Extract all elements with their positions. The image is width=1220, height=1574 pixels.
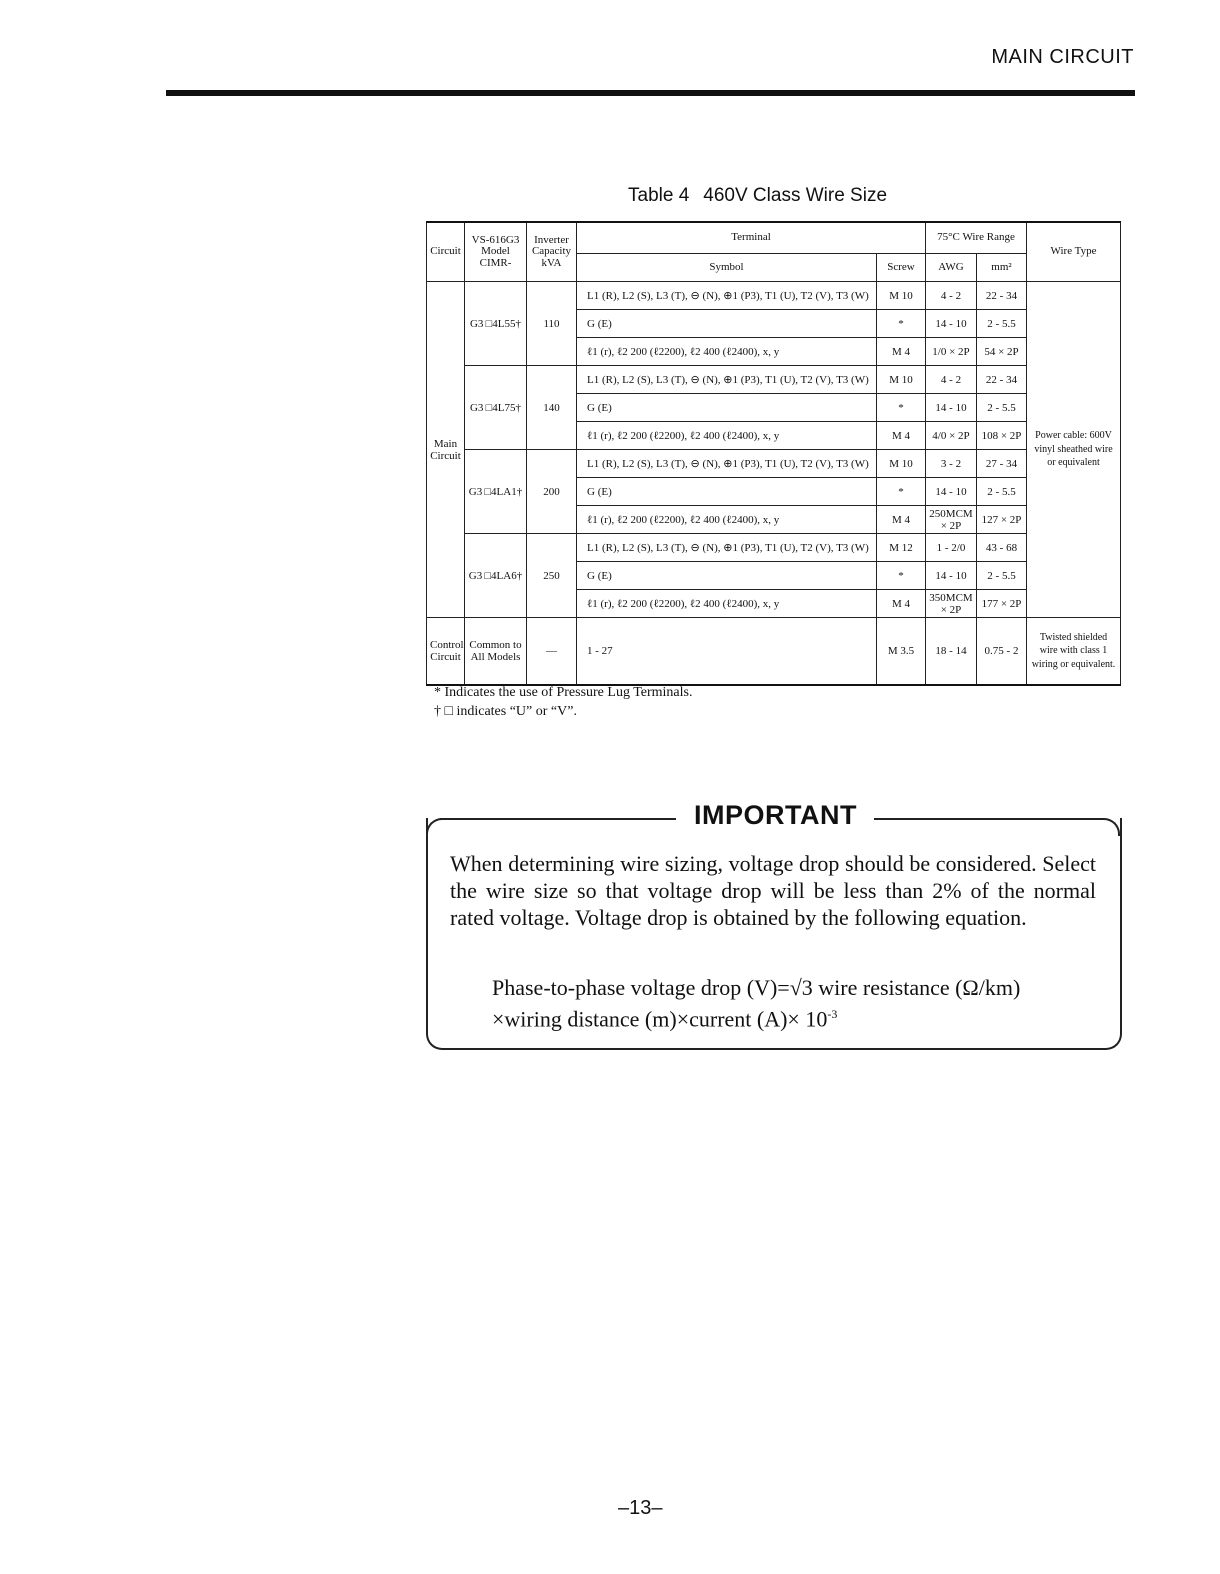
symbol-cell: ℓ1 (r), ℓ2 200 (ℓ2200), ℓ2 400 (ℓ2400), x, y (577, 590, 877, 618)
control-wire-type: Twisted shielded wire with class 1 wiring or equivalent. (1027, 618, 1121, 686)
mm2-cell: 177 × 2P (977, 590, 1027, 618)
awg-cell: 14 - 10 (926, 394, 977, 422)
screw-cell: M 4 (877, 422, 926, 450)
symbol-cell: G (E) (577, 478, 877, 506)
awg-cell: 14 - 10 (926, 310, 977, 338)
main-circuit-label: Main Circuit (427, 282, 465, 618)
header-wire-type: Wire Type (1027, 222, 1121, 282)
control-row (427, 618, 1121, 686)
mm2-cell: 2 - 5.5 (977, 394, 1027, 422)
page-number: –13– (618, 1497, 663, 1519)
kva-cell: 110 (527, 282, 577, 366)
screw-cell: M 4 (877, 590, 926, 618)
model-cell: G3 □4LA1† (465, 450, 527, 534)
model-cell: G3 □4L75† (465, 366, 527, 450)
awg-cell: 1/0 × 2P (926, 338, 977, 366)
mm2-cell: 22 - 34 (977, 366, 1027, 394)
awg-cell: 3 - 2 (926, 450, 977, 478)
symbol-cell: L1 (R), L2 (S), L3 (T), ⊖ (N), ⊕1 (P3), T1 (U), T2 (V), T3 (W) (577, 450, 877, 478)
table-row (427, 534, 1121, 562)
voltage-drop-equation (492, 975, 1092, 1032)
header-awg: AWG (926, 254, 977, 282)
table-row (427, 366, 1121, 394)
mm2-cell: 27 - 34 (977, 450, 1027, 478)
model-cell: G3 □4L55† (465, 282, 527, 366)
kva-cell: 200 (527, 450, 577, 534)
control-circuit-label: Control Circuit (427, 618, 465, 686)
screw-cell: M 10 (877, 282, 926, 310)
screw-cell: M 12 (877, 534, 926, 562)
control-mm2: 0.75 - 2 (977, 618, 1027, 686)
footnote-uv: † □ indicates “U” or “V”. (434, 704, 577, 719)
main-wire-type: Power cable: 600V vinyl sheathed wire or equivalent (1027, 282, 1121, 618)
awg-cell: 1 - 2/0 (926, 534, 977, 562)
symbol-cell: ℓ1 (r), ℓ2 200 (ℓ2200), ℓ2 400 (ℓ2400), x, y (577, 422, 877, 450)
equation-line-2 (492, 1001, 1092, 1032)
table-caption: 460V Class Wire Size (703, 185, 888, 206)
control-screw: M 3.5 (877, 618, 926, 686)
screw-cell: * (877, 310, 926, 338)
symbol-cell: L1 (R), L2 (S), L3 (T), ⊖ (N), ⊕1 (P3), T1 (U), T2 (V), T3 (W) (577, 282, 877, 310)
control-awg: 18 - 14 (926, 618, 977, 686)
important-rule-left (440, 818, 676, 820)
header-mm2: mm² (977, 254, 1027, 282)
symbol-cell: L1 (R), L2 (S), L3 (T), ⊖ (N), ⊕1 (P3), T1 (U), T2 (V), T3 (W) (577, 366, 877, 394)
header-rule (166, 90, 1135, 96)
footnote-pressure-lug: * Indicates the use of Pressure Lug Terminals. (434, 685, 693, 700)
wire-size-table (426, 221, 1121, 686)
screw-cell: M 4 (877, 338, 926, 366)
mm2-cell: 2 - 5.5 (977, 310, 1027, 338)
screw-cell: * (877, 394, 926, 422)
symbol-cell: G (E) (577, 562, 877, 590)
screw-cell: * (877, 478, 926, 506)
symbol-cell: ℓ1 (r), ℓ2 200 (ℓ2200), ℓ2 400 (ℓ2400), x, y (577, 506, 877, 534)
screw-cell: M 4 (877, 506, 926, 534)
symbol-cell: G (E) (577, 310, 877, 338)
mm2-cell: 54 × 2P (977, 338, 1027, 366)
equation-line-1: Phase-to-phase voltage drop (V)=√3 wire resistance (Ω/km) (492, 975, 1021, 1000)
mm2-cell: 2 - 5.5 (977, 478, 1027, 506)
important-rule-right (874, 818, 1102, 820)
awg-cell: 14 - 10 (926, 562, 977, 590)
model-cell: G3 □4LA6† (465, 534, 527, 618)
symbol-cell: ℓ1 (r), ℓ2 200 (ℓ2200), ℓ2 400 (ℓ2400), x, y (577, 338, 877, 366)
header-screw: Screw (877, 254, 926, 282)
symbol-cell: G (E) (577, 394, 877, 422)
kva-cell: 250 (527, 534, 577, 618)
equation-exponent: -3 (827, 1007, 838, 1021)
table-row (427, 450, 1121, 478)
mm2-cell: 43 - 68 (977, 534, 1027, 562)
mm2-cell: 22 - 34 (977, 282, 1027, 310)
control-model: Common to All Models (465, 618, 527, 686)
screw-cell: M 10 (877, 450, 926, 478)
mm2-cell: 2 - 5.5 (977, 562, 1027, 590)
table-title (628, 185, 887, 207)
screw-cell: * (877, 562, 926, 590)
footnotes (434, 683, 692, 721)
table-number: Table 4 (628, 185, 690, 206)
important-heading: IMPORTANT (690, 800, 861, 831)
symbol-cell: L1 (R), L2 (S), L3 (T), ⊖ (N), ⊕1 (P3), T1 (U), T2 (V), T3 (W) (577, 534, 877, 562)
equation-line-2-text: ×wiring distance (m)×current (A)× 10 (492, 1006, 828, 1032)
header-circuit: Circuit (427, 222, 465, 282)
control-symbol: 1 - 27 (577, 618, 877, 686)
important-body: When determining wire sizing, voltage drop should be considered. Select the wire size so that voltage drop will be less than 2% of the normal rated voltage. Voltage drop is obtained by the following equation. (450, 851, 1096, 930)
header-symbol: Symbol (577, 254, 877, 282)
awg-cell: 350MCM × 2P (926, 590, 977, 618)
awg-cell: 4 - 2 (926, 282, 977, 310)
header-terminal: Terminal (577, 222, 926, 254)
awg-cell: 14 - 10 (926, 478, 977, 506)
awg-cell: 250MCM × 2P (926, 506, 977, 534)
awg-cell: 4 - 2 (926, 366, 977, 394)
control-kva: — (527, 618, 577, 686)
kva-cell: 140 (527, 366, 577, 450)
header-wire-range: 75°C Wire Range (926, 222, 1027, 254)
mm2-cell: 127 × 2P (977, 506, 1027, 534)
mm2-cell: 108 × 2P (977, 422, 1027, 450)
awg-cell: 4/0 × 2P (926, 422, 977, 450)
screw-cell: M 10 (877, 366, 926, 394)
header-model: VS-616G3 Model CIMR- (465, 222, 527, 282)
section-title: MAIN CIRCUIT (991, 46, 1134, 68)
header-capacity: Inverter Capacity kVA (527, 222, 577, 282)
table-row (427, 282, 1121, 310)
